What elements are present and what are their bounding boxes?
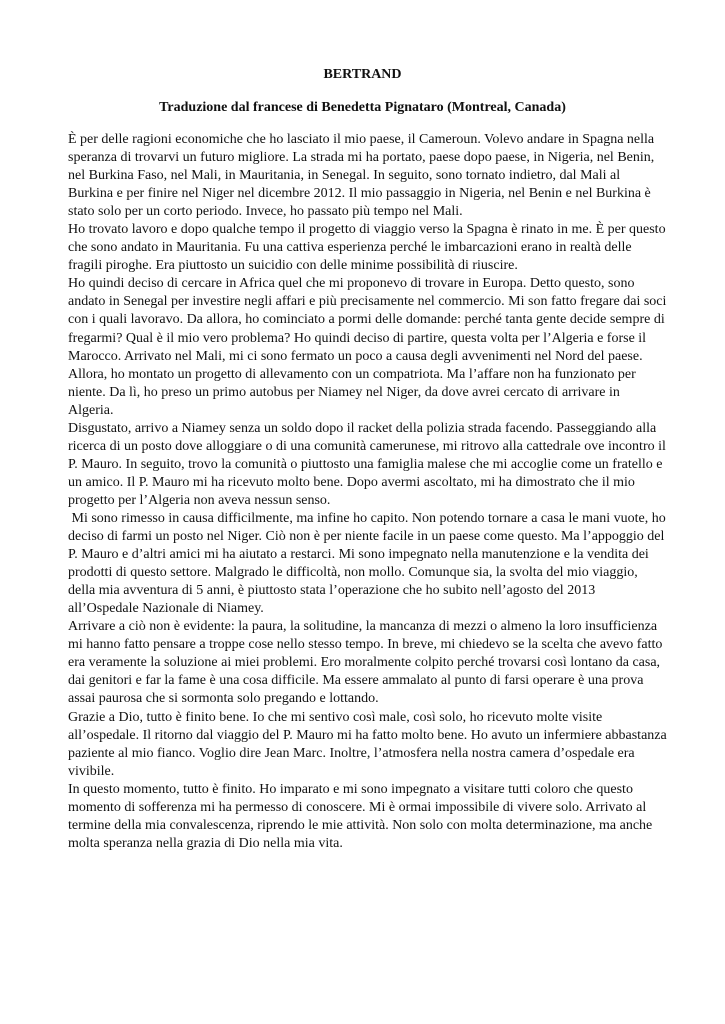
- paragraph: Mi sono rimesso in causa difficilmente, ma infine ho capito. Non potendo tornare a casa le mani vuote, ho deciso di farmi un posto nel Niger. Ciò non è per niente facile in un paese come questo. Ma l’appoggio del P. Mauro e d’altri amici mi ha aiutato a restarci. Mi sono impegnato nella manutenzione e la vendita dei prodotti di questo settore. Malgrado le difficoltà, non mollo. Comunque sia, la svolta del mio viaggio, della mia avventura di 5 anni, è piuttosto stata l’operazione che ho subito nell’agosto del 2013 all’Ospedale Nazionale di Niamey.: [68, 510, 670, 617]
- document-subtitle: Traduzione dal francese di Benedetta Pignataro (Montreal, Canada): [159, 100, 566, 115]
- document-body: [68, 131, 668, 853]
- paragraph: Arrivare a ciò non è evidente: la paura, la solitudine, la mancanza di mezzi o almeno la loro insufficienza mi hanno fatto pensare a troppe cose nello stesso tempo. In breve, mi chiedevo se la scelta che avevo fatto era veramente la soluzione ai miei problemi. Ero moralmente colpito perché trovarsi così lontano da casa, dai genitori e far la fame è una cosa difficile. Ma essere ammalato al punto di farsi operare è una prova assai paurosa che si sormonta solo pregando e lottando.: [68, 619, 663, 707]
- paragraph: Grazie a Dio, tutto è finito bene. Io che mi sentivo così male, così solo, ho ricevuto molte visite all’ospedale. Il ritorno dal viaggio del P. Mauro mi ha fatto molto bene. Ho avuto un infermiere abbastanza paziente al mio fianco. Voglio dire Jean Marc. Inoltre, l’atmosfera nella nostra camera d’ospedale era vivibile.: [68, 709, 667, 779]
- paragraph: Ho quindi deciso di cercare in Africa quel che mi proponevo di trovare in Europa. Detto questo, sono andato in Senegal per investire negli affari e più precisamente nel commercio. Mi son fatto fregare dai soci con i quali lavoravo. Da allora, ho cominciato a pormi delle domande: perché tanta gente decide sempre di fregarmi? Qual è il mio vero problema? Ho quindi deciso di partire, questa volta per l’Algeria e forse il Marocco. Arrivato nel Mali, mi ci sono fermato un poco a causa degli avvenimenti nel Nord del paese. Allora, ho montato un progetto di allevamento con un compatriota. Ma l’affare non ha funzionato per niente. Da lì, ho preso un primo autobus per Niamey nel Niger, da dove avrei cercato di arrivare in Algeria.: [68, 276, 667, 418]
- document-title: BERTRAND: [323, 67, 402, 82]
- paragraph: È per delle ragioni economiche che ho lasciato il mio paese, il Cameroun. Volevo andare in Spagna nella speranza di trovarvi un futuro migliore. La strada mi ha portato, paese dopo paese, in Nigeria, nel Benin, nel Burkina Faso, nel Mali, in Mauritania, in Senegal. In seguito, sono tornato indietro, dal Mali al Burkina e per finire nel Niger nel dicembre 2012. Il mio passaggio in Nigeria, nel Benin e nel Burkina è stato solo per un corto periodo. Invece, ho passato più tempo nel Mali.: [68, 132, 655, 220]
- paragraph: Disgustato, arrivo a Niamey senza un soldo dopo il racket della polizia strada facendo. Passeggiando alla ricerca di un posto dove alloggiare o di una comunità camerunese, mi ritrovo alla cattedrale ove incontro il P. Mauro. In seguito, trovo la comunità o piuttosto una famiglia malese che mi accoglie come un fratello e un amico. Il P. Mauro mi ha ricevuto molto bene. Dopo avermi ascoltato, mi ha dimostrato che il mio progetto per l’Algeria non aveva nessun senso.: [68, 420, 666, 508]
- paragraph: In questo momento, tutto è finito. Ho imparato e mi sono impegnato a visitare tutti coloro che questo momento di sofferenza mi ha permesso di conoscere. Mi è ormai impossibile di vivere solo. Arrivato al termine della mia convalescenza, riprendo le mie attività. Non solo con molta determinazione, ma anche molta speranza nella grazia di Dio nella mia vita.: [68, 781, 653, 851]
- paragraph: Ho trovato lavoro e dopo qualche tempo il progetto di viaggio verso la Spagna è rinato in me. È per questo che sono andato in Mauritania. Fu una cattiva esperienza perché le imbarcazioni erano in realtà delle fragili piroghe. Era piuttosto un suicidio con delle minime possibilità di riuscire.: [68, 222, 666, 274]
